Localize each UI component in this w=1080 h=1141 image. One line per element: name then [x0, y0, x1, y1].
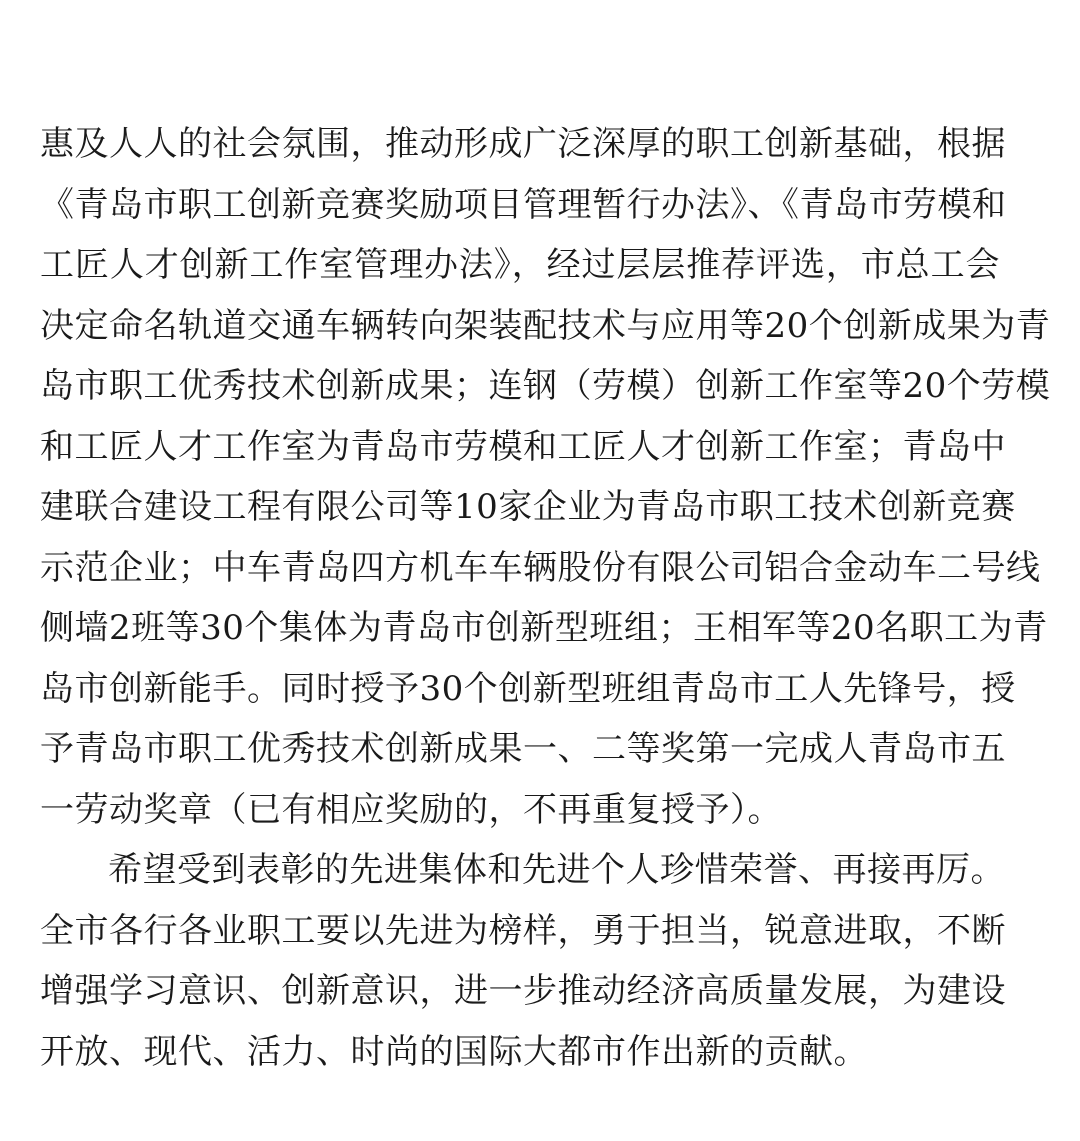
paragraph-line: 侧墙2班等30个集体为青岛市创新型班组；王相军等20名职工为青	[40, 608, 1048, 648]
paragraph-line: 增强学习意识、创新意识，进一步推动经济高质量发展，为建设	[40, 971, 1006, 1011]
paragraph-line: 全市各行各业职工要以先进为榜样，勇于担当，锐意进取，不断	[40, 910, 1006, 951]
paragraph-line: 岛市创新能手。同时授予30个创新型班组青岛市工人先锋号，授	[40, 668, 1016, 709]
paragraph-line: 决定命名轨道交通车辆转向架装配技术与应用等20个创新成果为青	[40, 305, 1051, 346]
paragraph-line: 开放、现代、活力、时尚的国际大都市作出新的贡献。	[40, 1031, 868, 1072]
paragraph-line: 建联合建设工程有限公司等10家企业为青岛市职工技术创新竞赛	[40, 487, 1016, 527]
paragraph-line: 工匠人才创新工作室管理办法》，经过层层推荐评选，市总工会	[40, 245, 1000, 285]
document-body	[40, 114, 1051, 1082]
paragraph-line: 示范企业；中车青岛四方机车车辆股份有限公司铝合金动车二号线	[40, 547, 1041, 588]
paragraph-line: 惠及人人的社会氛围，推动形成广泛深厚的职工创新基础，根据	[40, 124, 1006, 164]
paragraph-line: 《青岛市职工创新竞赛奖励项目管理暂行办法》、《青岛市劳模和	[40, 184, 1007, 225]
paragraph-line: 和工匠人才工作室为青岛市劳模和工匠人才创新工作室；青岛中	[40, 426, 1006, 467]
paragraph-2	[40, 840, 1006, 1082]
paragraph-line: 岛市职工优秀技术创新成果；连钢（劳模）创新工作室等20个劳模	[40, 366, 1051, 406]
paragraph-line: 一劳动奖章（已有相应奖励的，不再重复授予）。	[40, 789, 782, 830]
paragraph-line: 予青岛市职工优秀技术创新成果一、二等奖第一完成人青岛市五	[40, 729, 1006, 769]
paragraph-line: 希望受到表彰的先进集体和先进个人珍惜荣誉、再接再厉。	[108, 850, 1005, 890]
paragraph-1	[40, 114, 1051, 840]
